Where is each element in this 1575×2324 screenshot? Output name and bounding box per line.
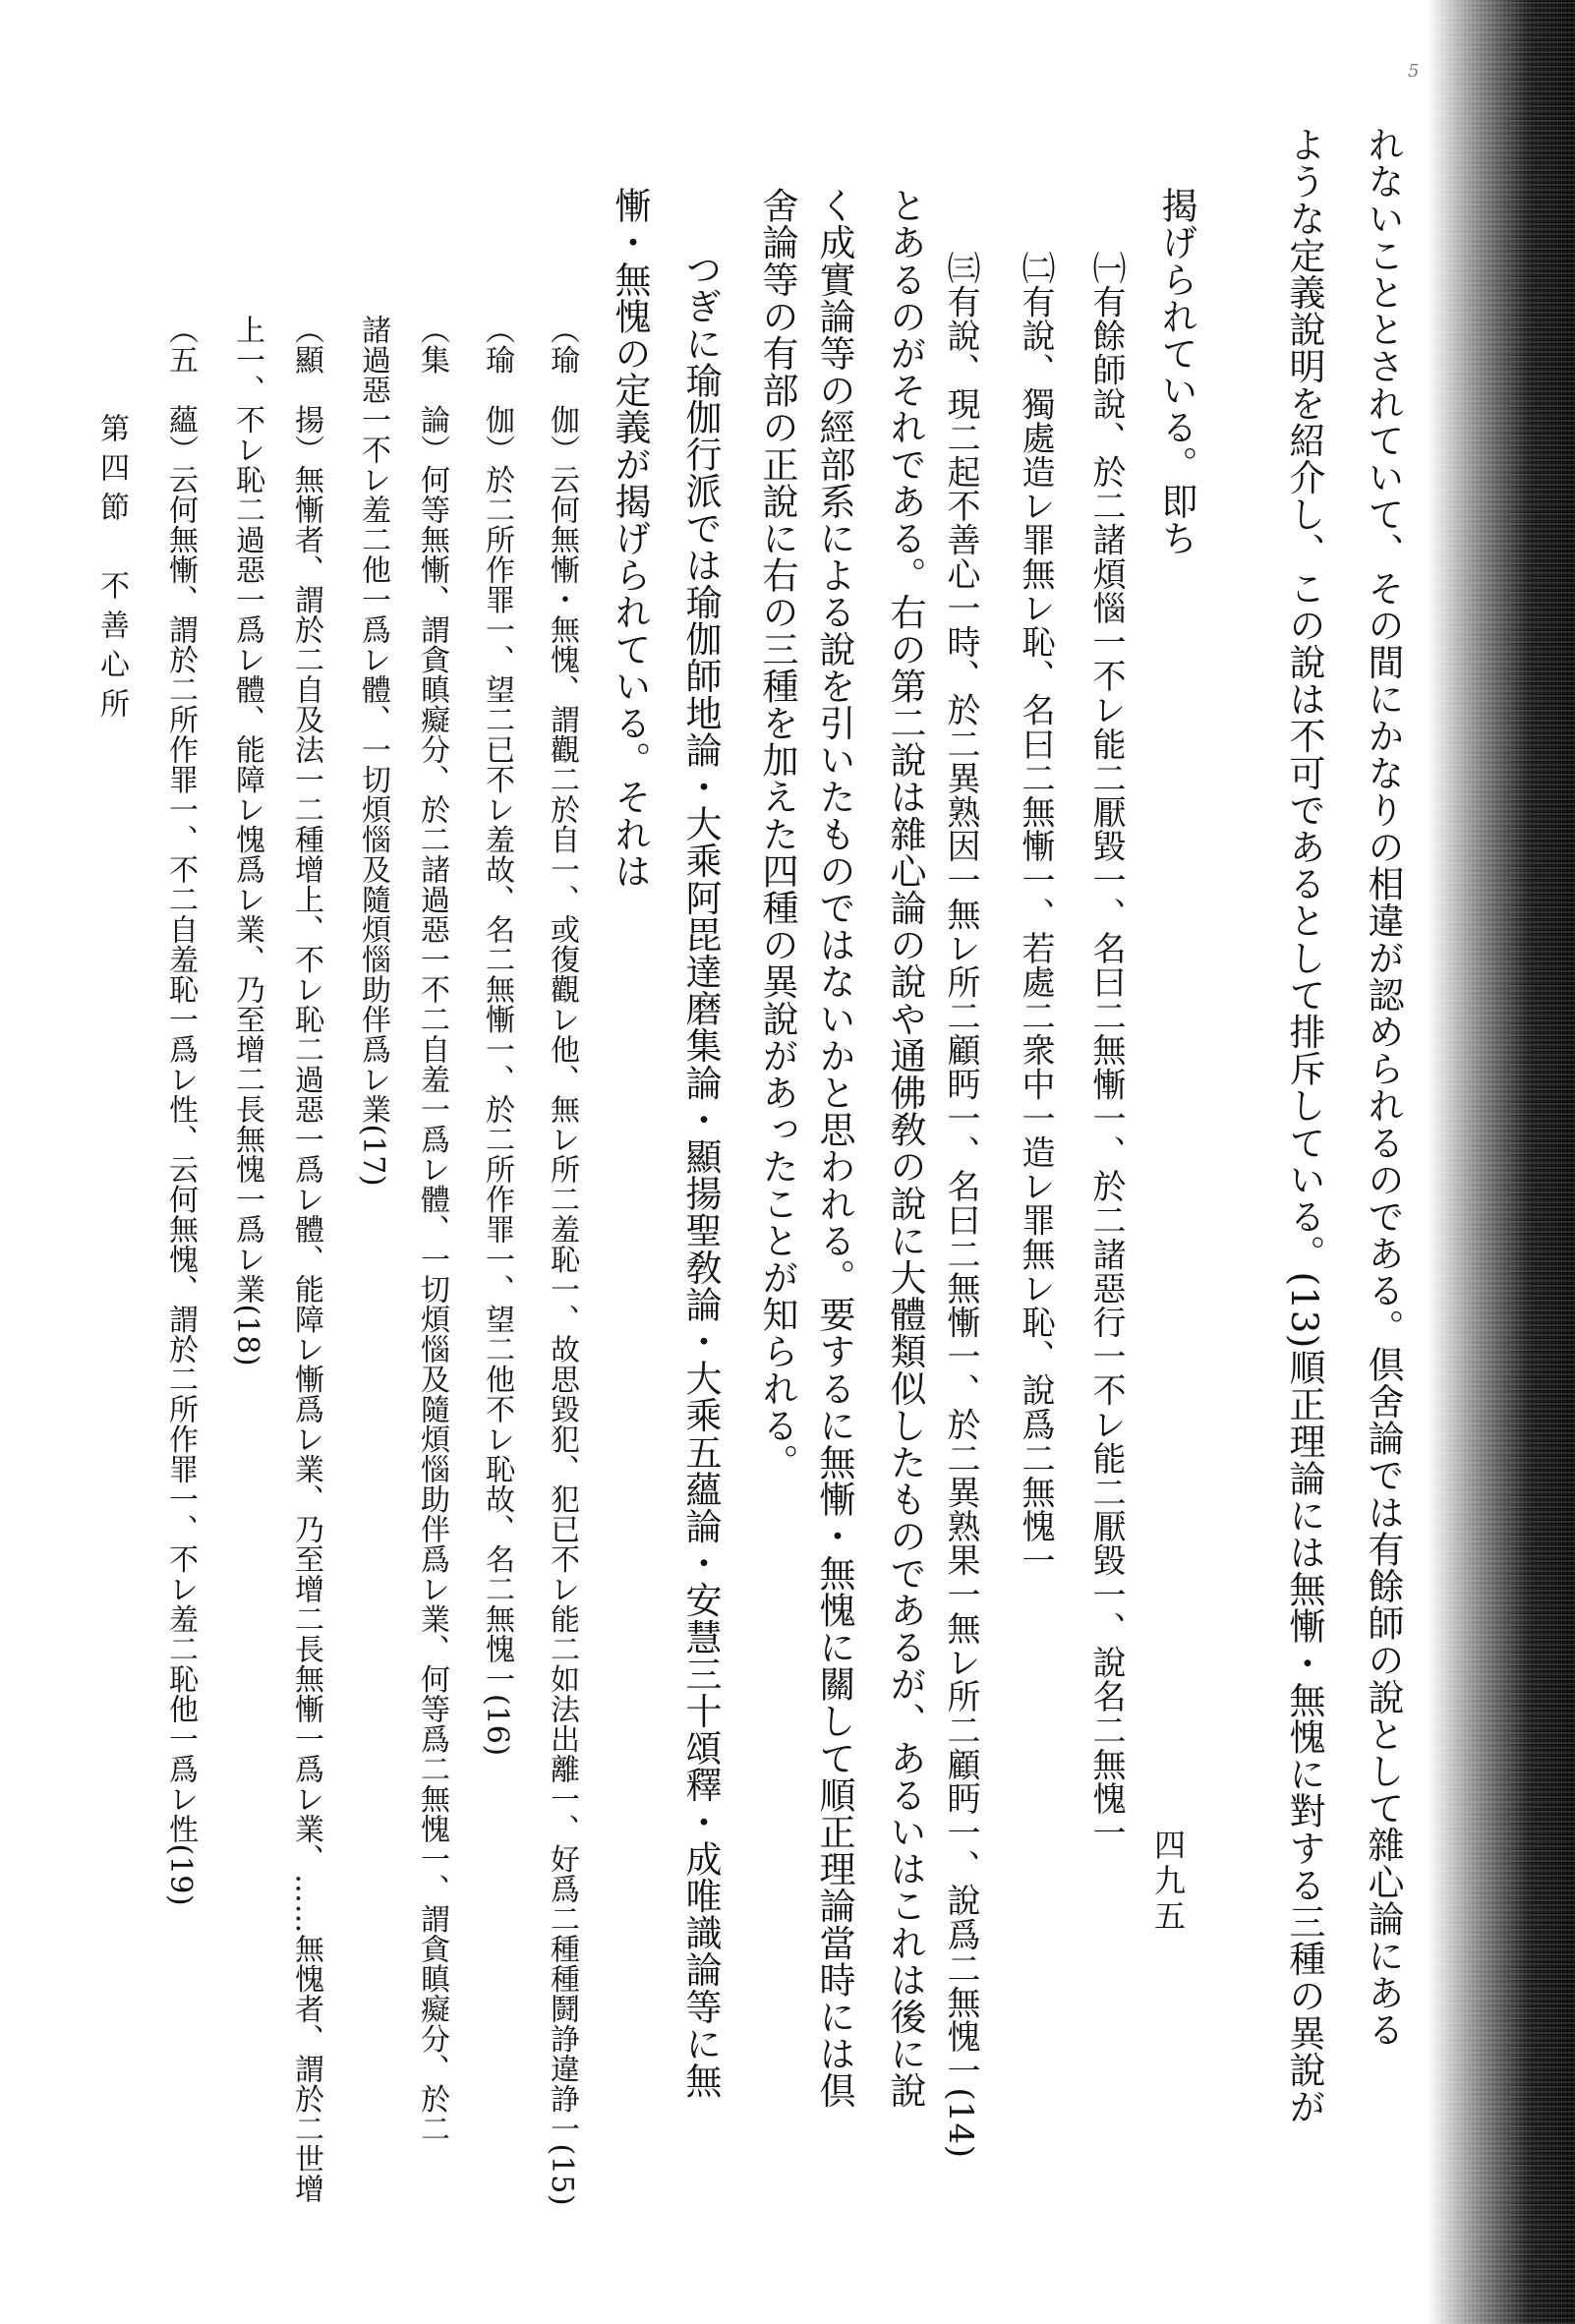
text-column-7: とあるのがそれである。右の第二說は雜心論の說や通佛敎の說に大體類似したものであるが、あるいはこれは後に說 <box>884 187 926 2110</box>
text-column-8: く成實論等の經部系による說を引いたものではないかと思われる。要するに無慚・無愧に關して順正理論當時には倶 <box>813 187 855 2110</box>
quote-goun: （五 蘊）云何無慚、謂於二所作罪一、不二自羞恥一爲レ性、云何無愧、謂於二所作罪一、不レ羞二恥他一爲レ性(19) <box>163 315 198 1907</box>
list-item-2: ㈡有說、獨處造レ罪無レ恥、名曰二無慚一、若處二衆中一造レ罪無レ恥、說爲二無愧一 <box>1016 251 1055 1578</box>
text-column-9: 舍論等の有部の正說に右の三種を加えた四種の異說があったことが知られる。 <box>756 187 798 1481</box>
quote-kenyo-2: 上一、不レ恥二過惡一爲レ體、能障レ愧爲レ業、乃至增二長無愧一爲レ業(18) <box>230 315 264 1367</box>
page-number: 四九五 <box>1149 1829 1187 1935</box>
quote-shuron-2: 諸過惡一不レ羞二他一爲レ體、一切煩惱及隨煩惱助伴爲レ業(17) <box>356 315 390 1188</box>
corner-mark: 5 <box>1408 61 1420 82</box>
quote-yuga-2: （瑜 伽）於二所作罪一、望二已不レ羞故、名二無慚一、於二所作罪一、望二他不レ恥故、名二無愧一(16) <box>480 315 514 1757</box>
quote-yuga-1: （瑜 伽）云何無慚・無愧、謂觀二於自一、或復觀レ他、無レ所二羞恥一、故思毀犯、犯已不レ能二如法出離一、好爲二種種鬪諍違諍一(15) <box>545 315 579 2207</box>
chapter-footer: 第四節 不善心所 <box>94 413 129 727</box>
quote-kenyo-1: （顯 揚）無慚者、謂於二自及法一二種增上、不レ恥二過惡一爲レ體、能障レ慚爲レ業、乃至增二長無慚一爲レ業、……無愧者、謂於二世增 <box>289 315 323 2204</box>
list-item-3: ㈢有說、現二起不善心一時、於二異熟因一無レ所二顧眄一、名曰二無慚一、於二異熟果一無レ所二顧眄一、說爲二無愧一(14) <box>941 251 980 2159</box>
text-column-1: れないこととされていて、その間にかなりの相違が認められるのである。倶舍論では有餘師の說として雜心論にある <box>1362 126 1404 2049</box>
list-item-1: ㈠有餘師說、於二諸煩惱一不レ能二厭毀一、名曰二無慚一、於二諸惡行一不レ能二厭毀一、說名二無愧一 <box>1086 251 1126 1850</box>
quote-shuron-1: （集 論）何等無慚、謂貪瞋癡分、於二諸過惡一不二自羞一爲レ體、一切煩惱及隨煩惱助伴爲レ業、何等爲二無愧一、謂貪瞋癡分、於二 <box>415 315 449 2144</box>
text-column-2: ような定義說明を紹介し、この說は不可であるとして排斥している。(13)順正理論には無慚・無愧に對する三種の異說が <box>1283 126 1325 2125</box>
scan-edge-noise <box>1428 0 1575 2324</box>
text-column-10: つぎに瑜伽行派では瑜伽師地論・大乘阿毘達磨集論・顯揚聖敎論・大乘五蘊論・安慧三十頌釋・成唯識論等に無 <box>679 251 722 2099</box>
text-column-3: 揭げられている。即ち <box>1155 187 1197 556</box>
text-column-11: 慚・無愧の定義が揭げられている。それは <box>609 187 651 890</box>
